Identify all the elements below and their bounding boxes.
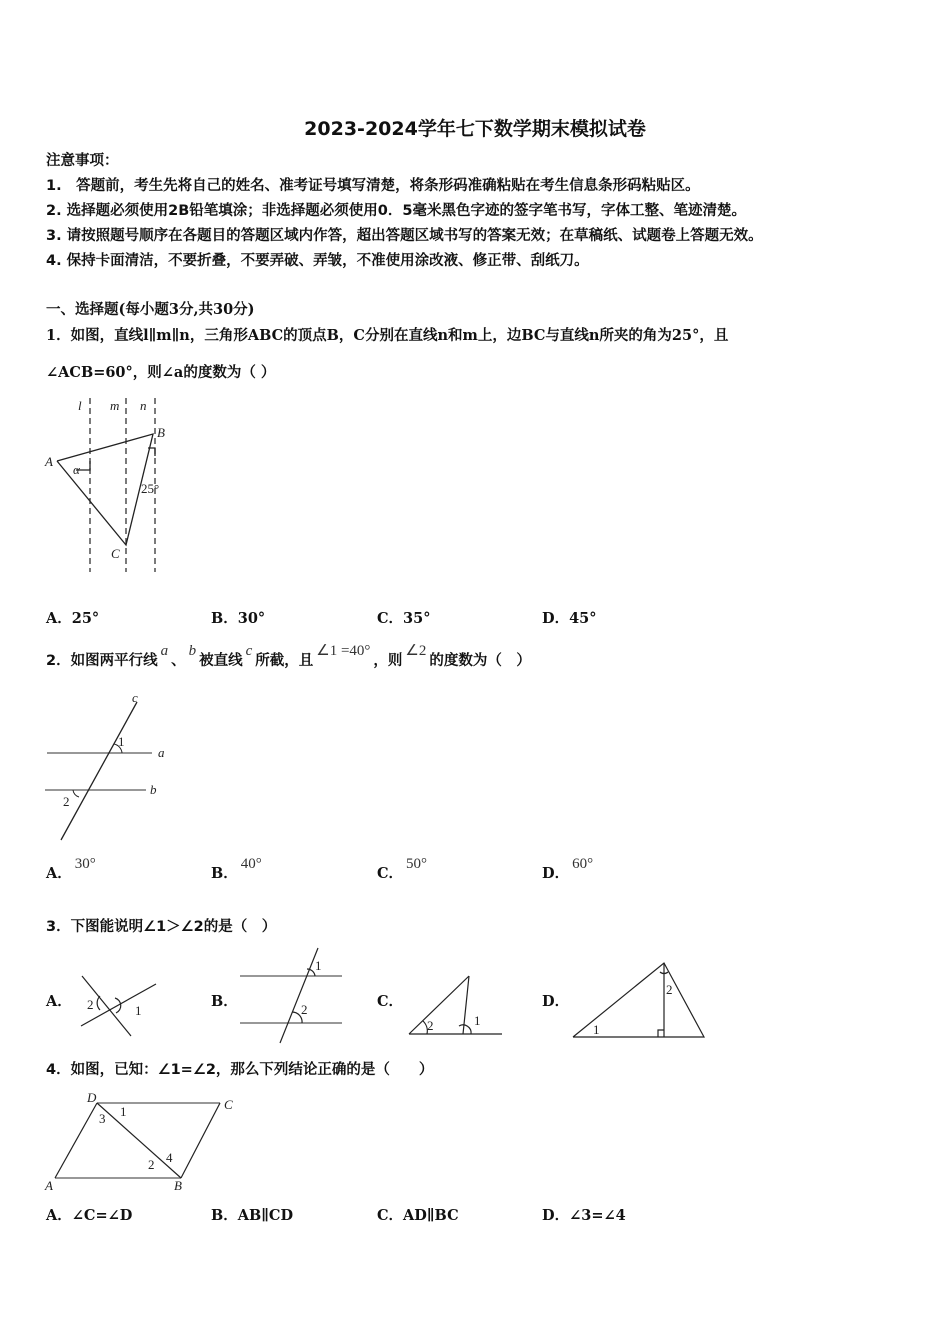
angle-1-label: 1 <box>315 958 322 973</box>
q2-part: 2．如图两平行线 <box>46 653 158 669</box>
note-item: 3. 请按照题号顺序在各题目的答题区域内作答，超出答题区域书写的答案无效；在草稿纸、试题卷上答题无效。 <box>46 228 763 244</box>
angle-1-label: 1 <box>474 1013 481 1028</box>
q3-option-c[interactable]: C． <box>377 993 404 1010</box>
q1-option-a[interactable]: A．25° <box>46 610 100 627</box>
q3-option-b[interactable]: B． <box>211 993 238 1010</box>
q2-option-label: C． <box>377 865 404 882</box>
line-label-b: b <box>150 782 157 797</box>
q2-part: 、 <box>171 653 186 669</box>
angle-4-label: 4 <box>166 1150 173 1165</box>
q2-option-b[interactable] <box>211 856 265 883</box>
line-label-m: m <box>110 398 120 413</box>
page-title: 2023-2024学年七下数学期末模拟试卷 <box>304 118 646 140</box>
note-item: 4. 保持卡面清洁，不要折叠，不要弄破、弄皱，不准使用涂改液、修正带、刮纸刀。 <box>46 253 589 269</box>
q2-angle2: ∠2 <box>405 643 427 659</box>
q1-option-c[interactable]: C．35° <box>377 610 431 627</box>
q3-figure-a <box>75 970 165 1040</box>
point-a: A <box>45 1178 53 1193</box>
q3-figure-c <box>405 970 505 1040</box>
angle-3-label: 3 <box>99 1111 106 1126</box>
question-3-text: 3．下图能说明∠1＞∠2的是（ ） <box>46 919 277 935</box>
point-c: C <box>224 1097 233 1112</box>
q2-condition: ∠1 =40° <box>316 643 371 659</box>
q2-var-b: b <box>188 643 197 659</box>
notes-heading: 注意事项： <box>46 153 119 169</box>
angle-1-label: 1 <box>593 1022 600 1037</box>
point-c: C <box>111 546 120 561</box>
angle-2-label: 2 <box>63 794 70 809</box>
q2-var-c: c <box>245 643 253 659</box>
question-1-figure <box>40 390 180 580</box>
line-label-l: l <box>78 398 82 413</box>
question-2-text <box>46 643 531 670</box>
note-item: 1. 答题前，考生先将自己的姓名、准考证号填写清楚，将条形码准确粘贴在考生信息条形码粘贴区。 <box>46 178 700 194</box>
q4-option-b[interactable]: B．AB∥CD <box>211 1207 294 1224</box>
question-2-figure <box>40 690 180 850</box>
q1-option-b[interactable]: B．30° <box>211 610 266 627</box>
line-label-c: c <box>132 690 138 705</box>
angle-25: 25° <box>141 481 160 496</box>
section-heading: 一、选择题(每小题3分,共30分) <box>46 301 255 318</box>
point-b: B <box>174 1178 182 1193</box>
q2-part: 被直线 <box>199 653 243 669</box>
q3-figure-b <box>235 945 350 1045</box>
angle-2-label: 2 <box>427 1018 434 1033</box>
q2-option-label: A． <box>46 865 72 882</box>
angle-2-label: 2 <box>301 1002 308 1017</box>
point-a: A <box>45 454 53 469</box>
q3-figure-d <box>570 960 710 1040</box>
line-label-n: n <box>140 398 147 413</box>
note-item: 2. 选择题必须使用2B铅笔填涂；非选择题必须使用0．5毫米黑色字迹的签字笔书写，字体工整、笔迹清楚。 <box>46 203 746 219</box>
angle-1-label: 1 <box>118 734 125 749</box>
q4-option-a[interactable]: A．∠C=∠D <box>46 1207 133 1224</box>
point-d: D <box>87 1090 97 1105</box>
q2-option-value: 40° <box>240 856 262 872</box>
question-1-text-cont: ∠ACB=60°，则∠a的度数为（ ） <box>46 364 276 381</box>
angle-2-label: 2 <box>87 997 94 1012</box>
question-4-figure <box>40 1090 250 1195</box>
q2-part: ，则 <box>373 653 403 669</box>
angle-alpha: α <box>73 462 80 477</box>
q4-option-d[interactable]: D．∠3=∠4 <box>542 1207 626 1224</box>
q1-option-d[interactable]: D．45° <box>542 610 597 627</box>
q3-option-d[interactable]: D． <box>542 993 570 1010</box>
q2-option-d[interactable] <box>542 856 596 883</box>
point-b: B <box>157 425 165 440</box>
angle-2-label: 2 <box>666 982 673 997</box>
q2-option-c[interactable] <box>377 856 430 883</box>
q2-option-value: 50° <box>406 856 428 872</box>
q2-part: 的度数为（ ） <box>429 653 531 669</box>
q2-part: 所截，且 <box>255 653 314 669</box>
q2-option-value: 60° <box>572 856 594 872</box>
q4-option-c[interactable]: C．AD∥BC <box>377 1207 459 1224</box>
angle-1-label: 1 <box>135 1003 142 1018</box>
q2-option-a[interactable] <box>46 856 99 883</box>
q2-option-label: B． <box>211 865 238 882</box>
q2-option-label: D． <box>542 865 570 882</box>
angle-2-label: 2 <box>148 1157 155 1172</box>
line-label-a: a <box>158 745 165 760</box>
angle-1-label: 1 <box>120 1104 127 1119</box>
q2-option-value: 30° <box>74 856 96 872</box>
question-1-text: 1．如图，直线l∥m∥n，三角形ABC的顶点B，C分别在直线n和m上，边BC与直线n所夹的角为25°，且 <box>46 327 729 344</box>
question-4-text: 4．如图，已知：∠1=∠2，那么下列结论正确的是（ ） <box>46 1062 434 1078</box>
q2-var-a: a <box>160 643 169 659</box>
q3-option-a[interactable]: A． <box>46 993 72 1010</box>
